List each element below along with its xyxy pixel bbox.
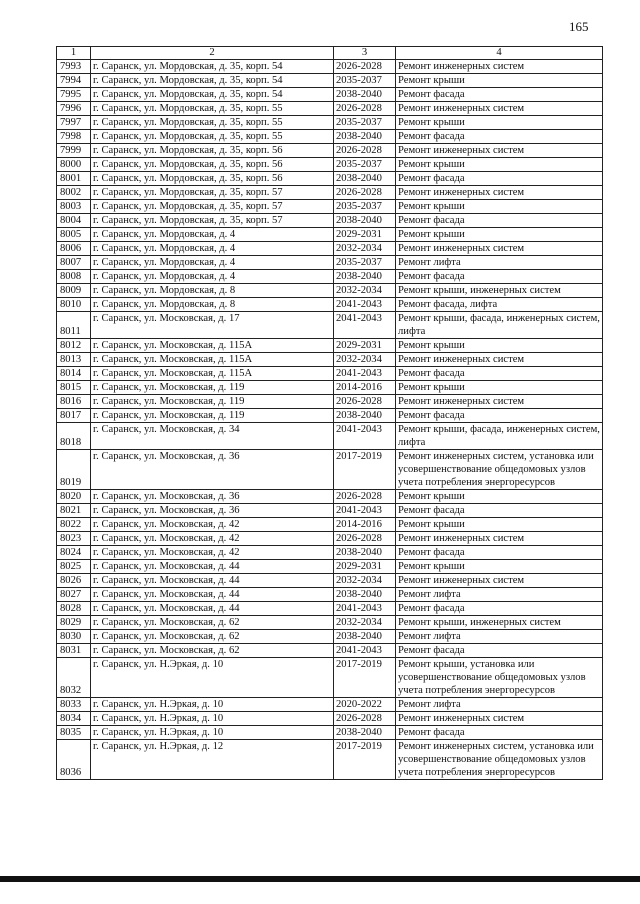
scan-edge-bar (0, 876, 640, 882)
years-cell: 2029-2031 (334, 560, 396, 574)
row-number-cell: 8007 (57, 256, 91, 270)
years-cell: 2041-2043 (334, 298, 396, 312)
years-cell: 2026-2028 (334, 60, 396, 74)
years-cell: 2032-2034 (334, 284, 396, 298)
row-number-cell: 8010 (57, 298, 91, 312)
address-cell: г. Саранск, ул. Мордовская, д. 4 (91, 256, 334, 270)
work-type-cell: Ремонт лифта (396, 256, 603, 270)
years-cell: 2014-2016 (334, 518, 396, 532)
row-number-cell: 8026 (57, 574, 91, 588)
row-number-cell: 8006 (57, 242, 91, 256)
work-type-cell: Ремонт лифта (396, 698, 603, 712)
table-row (57, 546, 603, 560)
table-row (57, 60, 603, 74)
address-cell: г. Саранск, ул. Мордовская, д. 35, корп. 55 (91, 116, 334, 130)
work-type-cell: Ремонт инженерных систем (396, 144, 603, 158)
work-type-cell: Ремонт инженерных систем (396, 532, 603, 546)
table-row (57, 130, 603, 144)
work-type-cell: Ремонт фасада (396, 409, 603, 423)
table-row (57, 588, 603, 602)
address-cell: г. Саранск, ул. Мордовская, д. 4 (91, 270, 334, 284)
address-cell: г. Саранск, ул. Московская, д. 115А (91, 367, 334, 381)
years-cell: 2029-2031 (334, 339, 396, 353)
years-cell: 2017-2019 (334, 450, 396, 490)
work-type-cell: Ремонт фасада (396, 644, 603, 658)
work-type-cell: Ремонт фасада, лифта (396, 298, 603, 312)
row-number-cell: 8005 (57, 228, 91, 242)
row-number-cell: 8009 (57, 284, 91, 298)
table-row (57, 698, 603, 712)
address-cell: г. Саранск, ул. Московская, д. 34 (91, 423, 334, 450)
table-body (57, 60, 603, 780)
column-header: 2 (91, 47, 334, 60)
work-type-cell: Ремонт крыши (396, 74, 603, 88)
work-type-cell: Ремонт инженерных систем (396, 186, 603, 200)
work-type-cell: Ремонт крыши (396, 381, 603, 395)
years-cell: 2026-2028 (334, 144, 396, 158)
years-cell: 2026-2028 (334, 490, 396, 504)
table-row (57, 312, 603, 339)
work-type-cell: Ремонт крыши (396, 158, 603, 172)
years-cell: 2035-2037 (334, 158, 396, 172)
work-type-cell: Ремонт крыши, фасада, инженерных систем, лифта (396, 312, 603, 339)
address-cell: г. Саранск, ул. Московская, д. 62 (91, 616, 334, 630)
years-cell: 2038-2040 (334, 726, 396, 740)
table-row (57, 298, 603, 312)
years-cell: 2035-2037 (334, 116, 396, 130)
column-header: 3 (334, 47, 396, 60)
row-number-cell: 8020 (57, 490, 91, 504)
years-cell: 2038-2040 (334, 409, 396, 423)
address-cell: г. Саранск, ул. Мордовская, д. 35, корп. 55 (91, 102, 334, 116)
address-cell: г. Саранск, ул. Мордовская, д. 35, корп. 54 (91, 88, 334, 102)
address-cell: г. Саранск, ул. Московская, д. 119 (91, 381, 334, 395)
table-row (57, 630, 603, 644)
years-cell: 2026-2028 (334, 186, 396, 200)
years-cell: 2029-2031 (334, 228, 396, 242)
table-row (57, 242, 603, 256)
row-number-cell: 8018 (57, 423, 91, 450)
years-cell: 2032-2034 (334, 616, 396, 630)
work-type-cell: Ремонт лифта (396, 588, 603, 602)
row-number-cell: 8000 (57, 158, 91, 172)
years-cell: 2038-2040 (334, 546, 396, 560)
table-row (57, 574, 603, 588)
address-cell: г. Саранск, ул. Московская, д. 44 (91, 602, 334, 616)
address-cell: г. Саранск, ул. Н.Эркая, д. 10 (91, 658, 334, 698)
address-cell: г. Саранск, ул. Московская, д. 42 (91, 532, 334, 546)
table-row (57, 658, 603, 698)
work-type-cell: Ремонт крыши, фасада, инженерных систем, лифта (396, 423, 603, 450)
row-number-cell: 7994 (57, 74, 91, 88)
work-type-cell: Ремонт инженерных систем (396, 574, 603, 588)
row-number-cell: 8028 (57, 602, 91, 616)
years-cell: 2032-2034 (334, 574, 396, 588)
table-row (57, 450, 603, 490)
address-cell: г. Саранск, ул. Московская, д. 36 (91, 450, 334, 490)
years-cell: 2038-2040 (334, 88, 396, 102)
row-number-cell: 8034 (57, 712, 91, 726)
address-cell: г. Саранск, ул. Московская, д. 115А (91, 353, 334, 367)
address-cell: г. Саранск, ул. Московская, д. 36 (91, 490, 334, 504)
work-type-cell: Ремонт фасада (396, 504, 603, 518)
address-cell: г. Саранск, ул. Мордовская, д. 35, корп. 57 (91, 200, 334, 214)
years-cell: 2038-2040 (334, 172, 396, 186)
work-type-cell: Ремонт лифта (396, 630, 603, 644)
years-cell: 2026-2028 (334, 395, 396, 409)
years-cell: 2038-2040 (334, 270, 396, 284)
address-cell: г. Саранск, ул. Мордовская, д. 35, корп. 56 (91, 158, 334, 172)
work-type-cell: Ремонт крыши, инженерных систем (396, 284, 603, 298)
repair-schedule-table (56, 46, 603, 780)
address-cell: г. Саранск, ул. Московская, д. 42 (91, 546, 334, 560)
address-cell: г. Саранск, ул. Московская, д. 44 (91, 574, 334, 588)
address-cell: г. Саранск, ул. Московская, д. 115А (91, 339, 334, 353)
years-cell: 2026-2028 (334, 712, 396, 726)
table-row (57, 88, 603, 102)
table-row (57, 339, 603, 353)
work-type-cell: Ремонт фасада (396, 367, 603, 381)
work-type-cell: Ремонт крыши (396, 560, 603, 574)
table-row (57, 490, 603, 504)
work-type-cell: Ремонт инженерных систем (396, 102, 603, 116)
row-number-cell: 7995 (57, 88, 91, 102)
years-cell: 2032-2034 (334, 242, 396, 256)
address-cell: г. Саранск, ул. Московская, д. 44 (91, 588, 334, 602)
address-cell: г. Саранск, ул. Московская, д. 62 (91, 644, 334, 658)
row-number-cell: 8035 (57, 726, 91, 740)
years-cell: 2041-2043 (334, 312, 396, 339)
table-row (57, 409, 603, 423)
table-row (57, 504, 603, 518)
table-row (57, 395, 603, 409)
address-cell: г. Саранск, ул. Московская, д. 44 (91, 560, 334, 574)
years-cell: 2041-2043 (334, 504, 396, 518)
row-number-cell: 7997 (57, 116, 91, 130)
work-type-cell: Ремонт инженерных систем (396, 395, 603, 409)
work-type-cell: Ремонт крыши, установка или усовершенствование общедомовых узлов учета потребления энергоресурсов (396, 658, 603, 698)
work-type-cell: Ремонт фасада (396, 88, 603, 102)
row-number-cell: 8001 (57, 172, 91, 186)
work-type-cell: Ремонт крыши, инженерных систем (396, 616, 603, 630)
work-type-cell: Ремонт крыши (396, 228, 603, 242)
work-type-cell: Ремонт фасада (396, 172, 603, 186)
table-row (57, 256, 603, 270)
years-cell: 2035-2037 (334, 74, 396, 88)
row-number-cell: 8008 (57, 270, 91, 284)
table-row (57, 381, 603, 395)
address-cell: г. Саранск, ул. Мордовская, д. 4 (91, 228, 334, 242)
years-cell: 2017-2019 (334, 658, 396, 698)
address-cell: г. Саранск, ул. Мордовская, д. 35, корп. 54 (91, 60, 334, 74)
address-cell: г. Саранск, ул. Московская, д. 62 (91, 630, 334, 644)
years-cell: 2026-2028 (334, 532, 396, 546)
work-type-cell: Ремонт крыши (396, 116, 603, 130)
table-row (57, 644, 603, 658)
address-cell: г. Саранск, ул. Мордовская, д. 35, корп. 56 (91, 144, 334, 158)
address-cell: г. Саранск, ул. Мордовская, д. 35, корп. 57 (91, 186, 334, 200)
table-row (57, 102, 603, 116)
table-row (57, 616, 603, 630)
table-row (57, 367, 603, 381)
row-number-cell: 8033 (57, 698, 91, 712)
table-row (57, 144, 603, 158)
years-cell: 2017-2019 (334, 740, 396, 780)
work-type-cell: Ремонт крыши (396, 200, 603, 214)
row-number-cell: 8002 (57, 186, 91, 200)
table-row (57, 726, 603, 740)
table-row (57, 172, 603, 186)
work-type-cell: Ремонт фасада (396, 726, 603, 740)
work-type-cell: Ремонт фасада (396, 270, 603, 284)
row-number-cell: 8024 (57, 546, 91, 560)
address-cell: г. Саранск, ул. Мордовская, д. 35, корп. 56 (91, 172, 334, 186)
work-type-cell: Ремонт инженерных систем, установка или усовершенствование общедомовых узлов учета потребления энергоресурсов (396, 450, 603, 490)
work-type-cell: Ремонт крыши (396, 490, 603, 504)
row-number-cell: 7999 (57, 144, 91, 158)
row-number-cell: 8019 (57, 450, 91, 490)
address-cell: г. Саранск, ул. Московская, д. 36 (91, 504, 334, 518)
table-row (57, 116, 603, 130)
table-row (57, 74, 603, 88)
row-number-cell: 7996 (57, 102, 91, 116)
years-cell: 2035-2037 (334, 256, 396, 270)
table-row (57, 200, 603, 214)
table-row (57, 518, 603, 532)
years-cell: 2041-2043 (334, 602, 396, 616)
table-row (57, 186, 603, 200)
work-type-cell: Ремонт инженерных систем (396, 242, 603, 256)
years-cell: 2032-2034 (334, 353, 396, 367)
table-row (57, 284, 603, 298)
address-cell: г. Саранск, ул. Мордовская, д. 35, корп. 55 (91, 130, 334, 144)
address-cell: г. Саранск, ул. Мордовская, д. 8 (91, 298, 334, 312)
row-number-cell: 8032 (57, 658, 91, 698)
row-number-cell: 8029 (57, 616, 91, 630)
years-cell: 2038-2040 (334, 130, 396, 144)
header-row (57, 47, 603, 60)
years-cell: 2035-2037 (334, 200, 396, 214)
address-cell: г. Саранск, ул. Мордовская, д. 35, корп. 54 (91, 74, 334, 88)
work-type-cell: Ремонт фасада (396, 602, 603, 616)
work-type-cell: Ремонт инженерных систем (396, 712, 603, 726)
row-number-cell: 8023 (57, 532, 91, 546)
years-cell: 2020-2022 (334, 698, 396, 712)
table-row (57, 353, 603, 367)
row-number-cell: 7993 (57, 60, 91, 74)
work-type-cell: Ремонт крыши (396, 339, 603, 353)
years-cell: 2041-2043 (334, 423, 396, 450)
years-cell: 2041-2043 (334, 367, 396, 381)
work-type-cell: Ремонт фасада (396, 130, 603, 144)
table-row (57, 532, 603, 546)
address-cell: г. Саранск, ул. Н.Эркая, д. 10 (91, 712, 334, 726)
table-header (57, 47, 603, 60)
table-row (57, 214, 603, 228)
years-cell: 2038-2040 (334, 630, 396, 644)
row-number-cell: 8025 (57, 560, 91, 574)
row-number-cell: 8011 (57, 312, 91, 339)
address-cell: г. Саранск, ул. Мордовская, д. 35, корп. 57 (91, 214, 334, 228)
table-row (57, 740, 603, 780)
column-header: 4 (396, 47, 603, 60)
row-number-cell: 8031 (57, 644, 91, 658)
table-row (57, 228, 603, 242)
address-cell: г. Саранск, ул. Московская, д. 17 (91, 312, 334, 339)
table-row (57, 560, 603, 574)
address-cell: г. Саранск, ул. Н.Эркая, д. 12 (91, 740, 334, 780)
address-cell: г. Саранск, ул. Н.Эркая, д. 10 (91, 698, 334, 712)
years-cell: 2014-2016 (334, 381, 396, 395)
work-type-cell: Ремонт инженерных систем (396, 60, 603, 74)
table-row (57, 602, 603, 616)
page-number: 165 (569, 19, 589, 34)
column-header: 1 (57, 47, 91, 60)
work-type-cell: Ремонт инженерных систем, установка или усовершенствование общедомовых узлов учета потребления энергоресурсов (396, 740, 603, 780)
row-number-cell: 8027 (57, 588, 91, 602)
row-number-cell: 8015 (57, 381, 91, 395)
row-number-cell: 8013 (57, 353, 91, 367)
row-number-cell: 8036 (57, 740, 91, 780)
work-type-cell: Ремонт инженерных систем (396, 353, 603, 367)
address-cell: г. Саранск, ул. Мордовская, д. 8 (91, 284, 334, 298)
years-cell: 2038-2040 (334, 588, 396, 602)
row-number-cell: 8004 (57, 214, 91, 228)
row-number-cell: 7998 (57, 130, 91, 144)
table-row (57, 158, 603, 172)
row-number-cell: 8017 (57, 409, 91, 423)
years-cell: 2038-2040 (334, 214, 396, 228)
years-cell: 2026-2028 (334, 102, 396, 116)
work-type-cell: Ремонт крыши (396, 518, 603, 532)
address-cell: г. Саранск, ул. Московская, д. 119 (91, 409, 334, 423)
table-row (57, 712, 603, 726)
row-number-cell: 8003 (57, 200, 91, 214)
row-number-cell: 8012 (57, 339, 91, 353)
address-cell: г. Саранск, ул. Московская, д. 42 (91, 518, 334, 532)
row-number-cell: 8014 (57, 367, 91, 381)
address-cell: г. Саранск, ул. Московская, д. 119 (91, 395, 334, 409)
row-number-cell: 8030 (57, 630, 91, 644)
table-row (57, 423, 603, 450)
address-cell: г. Саранск, ул. Н.Эркая, д. 10 (91, 726, 334, 740)
work-type-cell: Ремонт фасада (396, 546, 603, 560)
row-number-cell: 8022 (57, 518, 91, 532)
address-cell: г. Саранск, ул. Мордовская, д. 4 (91, 242, 334, 256)
work-type-cell: Ремонт фасада (396, 214, 603, 228)
years-cell: 2041-2043 (334, 644, 396, 658)
row-number-cell: 8021 (57, 504, 91, 518)
table-row (57, 270, 603, 284)
row-number-cell: 8016 (57, 395, 91, 409)
